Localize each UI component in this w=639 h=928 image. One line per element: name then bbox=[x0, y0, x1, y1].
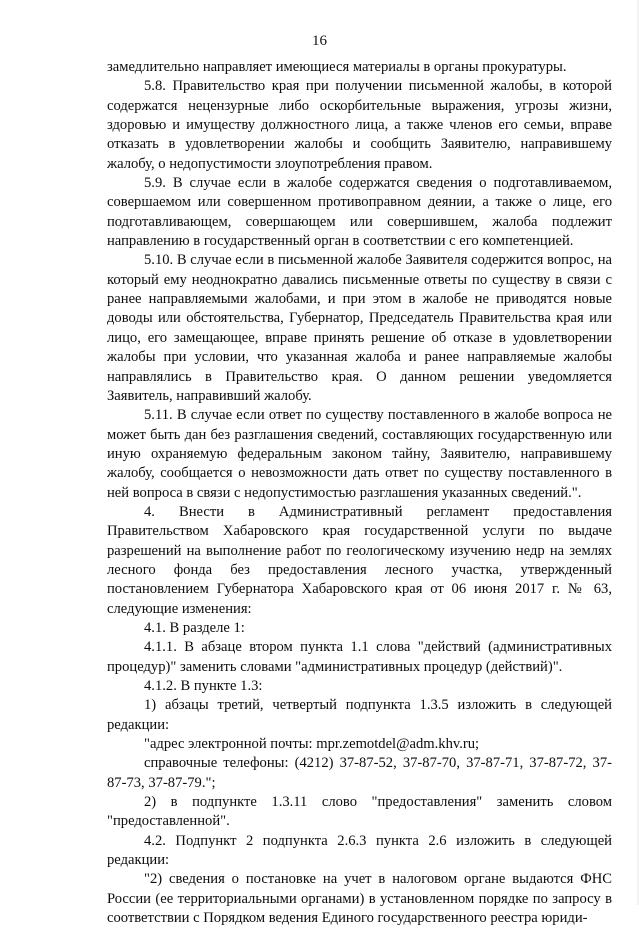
paragraph: 5.9. В случае если в жалобе содержатся сведения о подготавливаемом, совершаемом или совершенном противоправном деянии, а также о лице, его подготавливающем, совершающем или совершившем, жалоба подлежит направлению в государственный орган в соответствии с его компетенцией. bbox=[107, 175, 612, 250]
paragraph: 4.1.2. В пункте 1.3: bbox=[144, 678, 263, 694]
paragraph: 5.8. Правительство края при получении письменной жалобы, в которой содержатся нецензурные либо оскорбительные выражения, угрозы жизни, здоровью и имуществу должностного лица, а также членов его семьи, вправе отказать в удовлетворении жалобы и сообщить Заявителю, направившему жалобу, о недопустимости злоупотребления правом. bbox=[107, 78, 612, 172]
page-number: 16 bbox=[312, 33, 327, 49]
paragraph: 4. Внести в Административный регламент предоставления Правительством Хабаровского края государственной услуги по выдаче разрешений на выполнение работ по геологическому изучению недр на землях лесного фонда без предоставления лесного участка, утвержденный постановлением Губернатора Хабаровского края от 06 июня 2017 г. № 63, следующие изменения: bbox=[107, 503, 612, 617]
paragraph: 5.10. В случае если в письменной жалобе Заявителя содержится вопрос, на который ему неоднократно давались письменные ответы по существу в связи с ранее направляемыми жалобами, и при этом в жалобе не приводятся новые доводы или обстоятельства, Губернатор, Председатель Правительства края или лицо, его замещающее, вправе принять решение об отказе в удовлетворении жалобы при условии, что указанная жалоба и ранее направляемые жалобы направлялись в Правительство края. О данном решении уведомляется Заявитель, направивший жалобу. bbox=[107, 252, 612, 404]
paragraph: замедлительно направляет имеющиеся материалы в органы прокуратуры. bbox=[107, 59, 567, 75]
paragraph: 4.1.1. В абзаце втором пункта 1.1 слова "действий (административных процедур)" заменить словами "административных процедур (действий)". bbox=[107, 639, 612, 675]
paragraph: "2) сведения о постановке на учет в налоговом органе выдаются ФНС России (ее территориальными органами) в установленном порядке по запросу в соответствии с Порядком ведения Единого государственного реестра юриди- bbox=[107, 871, 612, 927]
paragraph: 1) абзацы третий, четвертый подпункта 1.3.5 изложить в следующей редакции: bbox=[107, 697, 612, 733]
paragraph: 4.1. В разделе 1: bbox=[144, 619, 245, 636]
paragraph: "адрес электронной почты: mpr.zemotdel@adm.khv.ru; bbox=[144, 736, 480, 753]
paragraph: 2) в подпункте 1.3.11 слово "предоставления" заменить словом "предоставленной". bbox=[107, 794, 612, 830]
paragraph: 4.2. Подпункт 2 подпункта 2.6.3 пункта 2.6 изложить в следующей редакции: bbox=[107, 832, 612, 869]
document-body bbox=[107, 58, 612, 928]
paragraph: 5.11. В случае если ответ по существу поставленного в жалобе вопроса не может быть дан без разглашения сведений, составляющих государственную или иную охраняемую федеральным законом тайну, Заявителю, направившему жалобу, сообщается о невозможности дать ответ по существу поставленного в ней вопроса в связи с недопустимостью разглашения указанных сведений.". bbox=[107, 407, 612, 501]
paragraph: справочные телефоны: (4212) 37-87-52, 37-87-70, 37-87-71, 37-87-72, 37-87-73, 37-87-79."; bbox=[107, 755, 612, 791]
